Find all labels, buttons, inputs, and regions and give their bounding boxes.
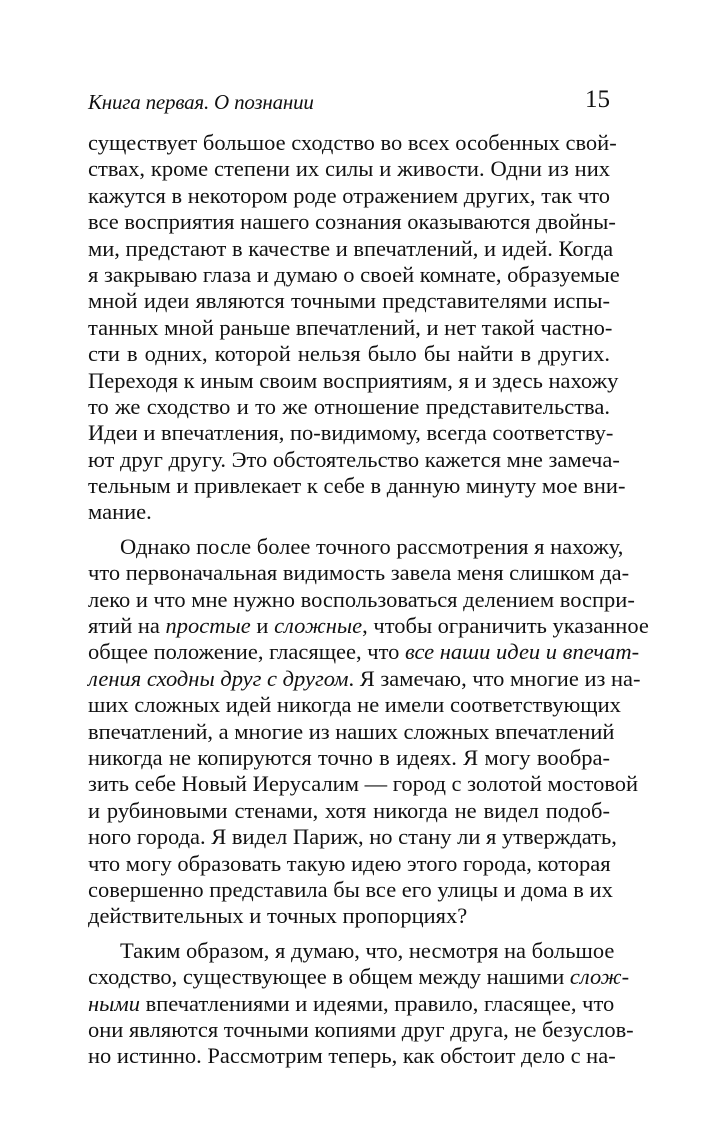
text-segment: Идеи и впечатления, по-видимому, всегда соответству- — [88, 420, 614, 446]
page-number: 15 — [585, 86, 610, 113]
text-segment: ствах, кроме степени их силы и живости. Одни из них — [88, 156, 610, 182]
text-segment: я закрываю глаза и думаю о своей комнате, образуемые — [88, 261, 620, 287]
text-line — [88, 314, 613, 341]
italic-text: сложные — [274, 613, 363, 639]
text-segment: Однако после более точного рассмотрения я нахожу, — [120, 533, 624, 559]
text-segment: зить себе Новый Иерусалим — город с золотой мостовой — [88, 771, 639, 797]
text-line — [88, 937, 615, 964]
text-segment: действительных и точных пропорциях? — [88, 903, 468, 929]
text-segment: сходство, существующее в общем между нашими — [88, 964, 570, 990]
text-line — [88, 798, 610, 824]
text-line — [88, 209, 616, 235]
italic-text: все наши идеи и впечат- — [405, 639, 640, 665]
text-segment: Таким образом, я думаю, что, несмотря на большое — [120, 937, 615, 963]
text-segment: кажутся в некотором роде отражением других, так что — [88, 182, 610, 208]
text-line — [88, 235, 614, 262]
text-segment: и рубиновыми стенами, хотя никогда не видел подоб- — [88, 797, 610, 823]
paragraph — [88, 130, 626, 526]
text-line — [88, 533, 624, 560]
text-segment: и — [250, 613, 275, 639]
text-segment: мание. — [88, 499, 152, 525]
text-line — [88, 560, 630, 586]
text-segment: сти в одних, которой нельзя было бы найти в других. — [88, 341, 610, 367]
text-segment: . Я замечаю, что многие из на- — [348, 665, 641, 691]
text-line — [88, 420, 614, 446]
text-line — [88, 288, 610, 314]
text-line — [88, 692, 621, 718]
text-line — [88, 341, 610, 367]
text-segment: ют друг другу. Это обстоятельство кажется мне замеча- — [88, 446, 620, 472]
text-segment: что первоначальная видимость завела меня слишком да- — [88, 560, 630, 586]
text-segment: тельным и привлекает к себе в данную минуту мое вни- — [88, 473, 626, 499]
text-line — [88, 367, 619, 394]
text-line — [88, 824, 617, 850]
text-line — [88, 639, 640, 665]
text-segment: никогда не копируются точно в идеях. Я могу вообра- — [88, 744, 610, 770]
text-segment: ших сложных идей никогда не имели соответствующих — [88, 692, 621, 718]
running-head: Книга первая. О познании — [88, 90, 314, 114]
text-segment: впечатлениями и идеями, правило, гласящее, что — [140, 990, 615, 1016]
text-line — [88, 446, 620, 473]
text-segment: существует большое сходство во всех особенных свой- — [88, 130, 617, 155]
text-line — [88, 665, 641, 692]
page-header — [88, 84, 610, 114]
text-line — [88, 473, 626, 499]
text-line — [88, 156, 610, 182]
text-segment: ятий на — [88, 613, 166, 639]
text-segment: мной идеи являются точными представителями испы- — [88, 288, 610, 314]
text-segment: все восприятия нашего сознания оказываются двойны- — [88, 209, 616, 235]
text-segment: Переходя к иным своим восприятиям, я и здесь нахожу — [88, 367, 619, 393]
text-line — [88, 1043, 616, 1069]
italic-text: ления сходны друг с другом — [88, 665, 349, 691]
text-segment: общее положение, гласящее, что — [88, 639, 405, 665]
italic-text: слож- — [569, 964, 630, 990]
text-line — [88, 771, 639, 797]
text-line — [88, 990, 615, 1017]
text-line — [88, 613, 649, 639]
text-segment: леко и что мне нужно воспользоваться делением воспри- — [88, 586, 635, 612]
paragraph — [88, 533, 649, 930]
italic-text: простые — [165, 613, 251, 639]
text-segment: ного города. Я видел Париж, но стану ли я утверждать, — [88, 824, 617, 850]
text-line — [88, 964, 630, 990]
text-segment: что могу образовать такую идею этого города, которая — [88, 850, 611, 876]
text-segment: впечатлений, а многие из наших сложных впечатлений — [88, 718, 615, 744]
text-segment: то же сходство и то же отношение представительства. — [88, 393, 610, 419]
text-line — [88, 1016, 634, 1043]
text-line — [88, 851, 610, 877]
text-line — [88, 903, 610, 929]
text-line — [88, 394, 610, 420]
text-line — [88, 876, 613, 903]
text-line — [88, 745, 610, 771]
body-text — [88, 130, 649, 1070]
text-line — [88, 130, 617, 156]
italic-text: ными — [88, 990, 141, 1016]
text-line — [88, 586, 635, 613]
text-line — [88, 718, 615, 745]
text-segment: но истинно. Рассмотрим теперь, как обстоит дело с на- — [88, 1043, 616, 1069]
text-line — [88, 261, 620, 288]
text-line — [88, 499, 610, 525]
text-segment: они являются точными копиями друг друга, не безуслов- — [88, 1016, 634, 1042]
text-line — [88, 183, 610, 209]
text-segment: танных мной раньше впечатлений, и нет такой частно- — [88, 314, 613, 340]
text-segment: , чтобы ограничить указанное — [362, 613, 649, 639]
text-segment: совершенно представила бы все его улицы и дома в их — [88, 876, 613, 902]
text-segment: ми, предстают в качестве и впечатлений, и идей. Когда — [88, 235, 614, 261]
paragraph — [88, 937, 634, 1070]
